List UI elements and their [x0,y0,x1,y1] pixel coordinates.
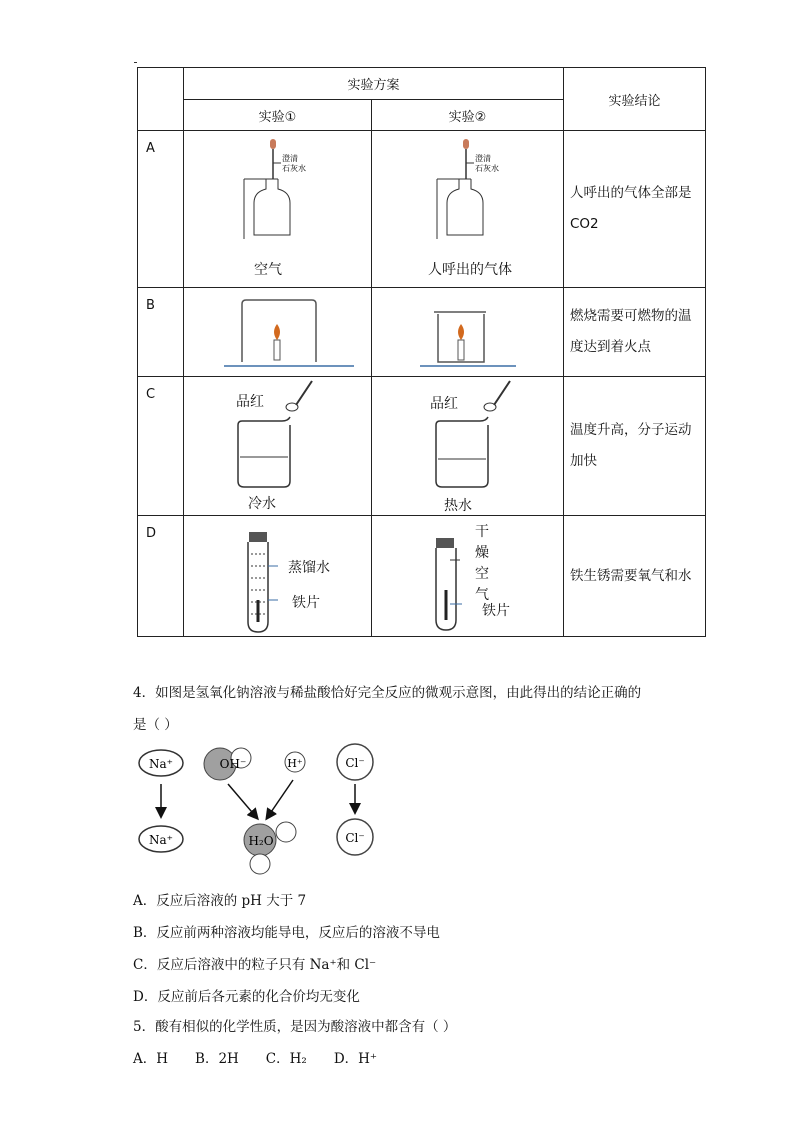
water-label: H₂O [248,834,274,848]
conclusion-a [564,131,706,288]
question4-option-a: A．反应后溶液的 pH 大于 7 [133,893,307,909]
bottle-dropper-illustration [234,139,314,249]
conclusion-line: 人呼出的气体全部是 [570,185,692,201]
table-row [138,516,706,637]
header-conclusion: 实验结论 [564,68,706,131]
question4-option-d: D．反应前后各元素的化合价均无变化 [133,989,360,1005]
question4-stem-line2: 是（ ） [133,717,178,733]
row-label: C [138,377,184,516]
h-ion-label: H⁺ [287,757,303,770]
label-dry-air: 干 燥 空 气 [475,524,489,603]
question4-option-b: B．反应前两种溶液均能导电，反应后的溶液不导电 [133,925,440,941]
candle-beaker-illustration [412,296,562,374]
row-c-exp1 [184,377,372,516]
conclusion-c [564,377,706,516]
corner-mark [134,62,137,63]
spoon-beaker-illustration [232,377,352,495]
reaction-diagram [133,740,383,878]
row-a-exp1 [184,131,372,288]
test-tube-water-illustration [242,530,302,634]
dropper-label-2: 石灰水 [282,164,306,173]
table-row [138,288,706,377]
conclusion-line: 度达到着火点 [570,339,651,355]
cl-ion-label: Cl⁻ [345,756,365,770]
oh-ion-label: OH⁻ [219,757,247,771]
label-pinhong: 品红 [236,394,264,410]
conclusion-line: CO2 [570,216,599,232]
label-pinhong: 品红 [430,396,458,412]
caption-cold-water: 冷水 [248,496,276,512]
conclusion-line: 燃烧需要可燃物的温 [570,308,692,324]
question5-options: A．H B．2H C．H₂ D．H⁺ [133,1051,378,1067]
row-a-exp2 [372,131,564,288]
experiment-table [137,67,706,637]
na-ion-label: Na⁺ [149,833,173,847]
header-exp2: 实验② [372,100,564,131]
bottle-dropper-illustration [427,139,507,249]
na-ion-label: Na⁺ [149,757,173,771]
conclusion-d [564,516,706,637]
dropper-label-1: 澄清 [475,154,491,163]
header-blank [138,68,184,131]
spoon-beaker-illustration [430,377,550,495]
row-b-exp1 [184,288,372,377]
question4-option-c: C．反应后溶液中的粒子只有 Na⁺和 Cl⁻ [133,957,377,973]
header-exp1: 实验① [184,100,372,131]
cl-ion-label: Cl⁻ [345,831,365,845]
row-d-exp2 [372,516,564,637]
label-iron: 铁片 [482,603,510,619]
conclusion-line: 加快 [570,453,597,469]
header-scheme: 实验方案 [184,68,564,100]
row-d-exp1 [184,516,372,637]
question5-stem: 5．酸有相似的化学性质，是因为酸溶液中都含有（ ） [133,1019,457,1035]
conclusion-line: 铁生锈需要氧气和水 [570,567,692,584]
caption-air: 空气 [254,262,282,278]
label-iron: 铁片 [292,595,320,611]
label-distilled-water: 蒸馏水 [288,560,330,576]
dropper-label-1: 澄清 [282,154,298,163]
table-row [138,131,706,288]
candle-covered-illustration [204,296,354,374]
row-label: A [138,131,184,288]
row-label: B [138,288,184,377]
row-b-exp2 [372,288,564,377]
caption-hot-water: 热水 [444,498,472,514]
conclusion-b [564,288,706,377]
table-row [138,377,706,516]
question4-stem-line1: 4．如图是氢氧化钠溶液与稀盐酸恰好完全反应的微观示意图，由此得出的结论正确的 [133,685,642,701]
conclusion-line: 温度升高，分子运动 [570,422,692,438]
row-label: D [138,516,184,637]
caption-exhaled-gas: 人呼出的气体 [428,262,512,278]
row-c-exp2 [372,377,564,516]
dropper-label-2: 石灰水 [475,164,499,173]
